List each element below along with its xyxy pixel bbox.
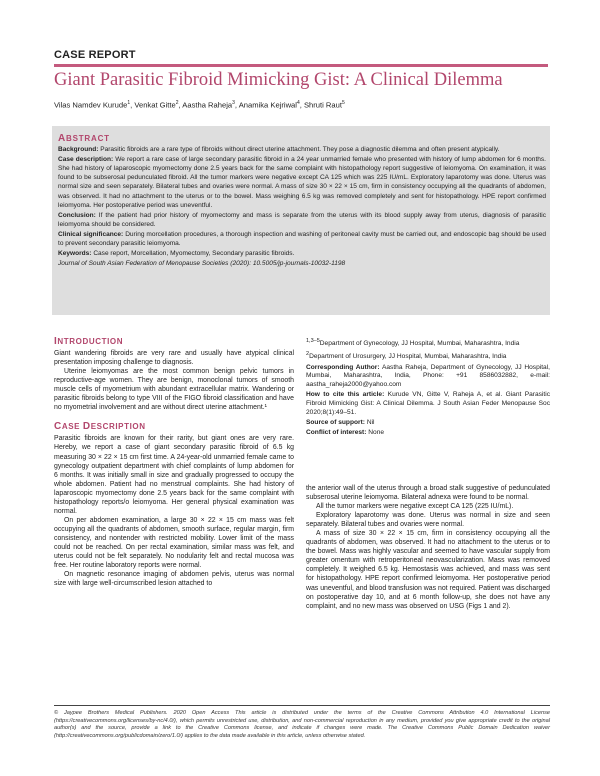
abstract-case: Case description: We report a rare case of large secondary parasitic fibroid in a 24 year unmarried female who presented with history of lump abdomen for 6 months. She had history of laparoscopic myomectomy done 2.5 years back for the same complaint with histopathology report suggestive of leiomyoma. On examination, it was found to be subserosal pedunculated fibroid. All the tumor markers were negative except CA 125 which was 225 IU/mL. Exploratory laparotomy was done. Uterus was normal size and seen separately. Bilateral tubes and ovaries were normal. A mass of size 30 × 22 × 15 cm, firm in consistency occupying all the quadrants of abdomen, was observed. It had no attachment to the uterus or to the bowel. Mass weighing 6.5 kg was removed completely and sent for histopathology. HPE report confirmed leiomyoma. Her postoperative period was uneventful. <box>58 156 546 209</box>
author-name[interactable]: Vilas Namdev Kurude <box>54 100 128 110</box>
footer-divider <box>54 705 550 706</box>
affiliation-1: $^{1,3-5}$Department of Gynecology, JJ Hospital, Mumbai, Maharashtra, India <box>306 338 520 348</box>
author-list: Vilas Namdev Kurude$^1$, Venkat Gitte$^2$, Aastha Raheja$^3$, Anamika Kejriwal$^4$, Shruti Raut$^5$ <box>54 100 345 110</box>
author-name[interactable]: Anamika Kejriwal <box>238 100 297 110</box>
author-sup: 5 <box>341 100 345 106</box>
case-paragraph: On per abdomen examination, a large 30 × 22 × 15 cm mass was felt occupying all the quadrants of abdomen, smooth surface, regular margin, firm consistency, and nontender with restricted mobility. Lower limit of the mass could not be reached. On per rectal examination, similar mass was felt, and uterus could not be felt separately. No nodularity felt and rectal mucosa was free. Her routine laboratory reports were normal. <box>54 516 294 570</box>
author-sup: 4 <box>296 100 300 106</box>
case-paragraph: Parasitic fibroids are known for their rarity, but giant ones are very rare. Hereby, we report a case of giant secondary parasitic fibroid of 6.5 kg measuring 30 × 22 × 15 cm first time. A 24-year-old unmarried female came to gynecology outpatient department with chief complaints of lump abdomen for 6 months. It was initially small in size and gradually progressed to occupy the whole abdomen. Patient had no menstrual complaints. She had history of laparoscopic myomectomy done 2.5 years back for the same complaint with histopathology reports/o leiomyoma. Her general physical examination was normal. <box>54 435 294 515</box>
right-column-body <box>306 484 550 611</box>
author-sup: 3 <box>232 100 235 106</box>
source-of-support: Source of support: Nil <box>306 419 375 426</box>
case-paragraph: A mass of size 30 × 22 × 15 cm, firm in consistency occupying all the quadrants of abdomen, was observed. It had no attachment to the uterus or to the bowel. Mass was highly vascular and seemed to have vascular supply from greater omentum with retroperitoneal neovascularization. Mass was removed completely. It weighed 6.5 kg. Hemostasis was achieved, and mass was sent for histopathology. HPE report confirmed leiomyoma. Her postoperative period was uneventful, and blood transfusion was not required. Patient was discharged on postoperative day 10, and at 6 month follow-up, she does not have any complaint, and no new mass was observed on USG (Figs 1 and 2). <box>306 530 550 610</box>
author-sup: 2 <box>175 100 179 106</box>
case-paragraph: the anterior wall of the uterus through a broad stalk suggestive of pedunculated subserosal uterine leiomyoma. Bilateral adnexa were found to be normal. <box>306 485 550 502</box>
affiliation-2: $^2$Department of Urosurgery, JJ Hospital, Mumbai, Maharashtra, India <box>306 351 507 361</box>
corresponding-author: Corresponding Author: Aastha Raheja, Department of Gynecology, JJ Hospital, Mumbai, Maharashtra, India, Phone: +91 8586032882, e-mail: aastha_raheja2000@yahoo.com <box>306 363 551 389</box>
author-sup: 1 <box>127 100 131 106</box>
abstract-significance: Clinical significance: During morcellation procedures, a thorough inspection and washing of peritoneal cavity must be carried out, and endoscopic bag should be used to prevent secondary parasitic leiomyoma. <box>58 230 547 248</box>
case-paragraph: On magnetic resonance imaging of abdomen pelvis, uterus was normal size with large well-circumscribed lesion attached to <box>54 571 294 588</box>
abstract-conclusion: Conclusion: If the patient had prior history of myomectomy and mass is separate from the uterus with its blood supply away from uterus, diagnosis of parasitic leiomyoma should be considered. <box>58 211 547 228</box>
author-name[interactable]: Shruti Raut <box>303 100 342 110</box>
introduction-paragraph: Uterine leiomyomas are the most common benign pelvic tumors in reproductive-age women. They are benign, monoclonal tumors of smooth muscle cells of myometrium with abundant extracellular matrix. Wandering or parasitic fibroids belong to type VIII of the FIGO fibroid classification and have no myometrial involvement and are without direct uterine attachment.¹ <box>54 368 294 412</box>
journal-citation[interactable]: Journal of South Asian Federation of Menopause Societies (2020): 10.5005/jp-journals-10032-1198 <box>58 260 346 268</box>
section-tag: CASE REPORT <box>54 49 136 61</box>
case-paragraph: Exploratory laparotomy was done. Uterus was normal in size and seen separately. Bilateral tubes and ovaries were normal. <box>306 512 550 529</box>
author-name[interactable]: Venkat Gitte <box>134 100 176 110</box>
article-title: Giant Parasitic Fibroid Mimicking Gist: A Clinical Dilemma <box>54 70 503 90</box>
abstract-box <box>52 126 550 315</box>
case-paragraph: All the tumor markers were negative except CA 125 (225 IU/mL). <box>316 503 514 511</box>
author-name[interactable]: Aastha Raheja <box>182 100 233 110</box>
abstract-background: Background: Parasitic fibroids are a rare type of fibroids without direct uterine attachment. They pose a diagnostic dilemma and often present atypically. <box>58 146 500 154</box>
how-to-cite: How to cite this article: Kurude VN, Gitte V, Raheja A, et al. Giant Parasitic Fibroid Mimicking Gist: A Clinical Dilemma. J South Asian Feder Menopause Soc 2020;8(1):49–51. <box>306 391 550 416</box>
introduction-paragraph: Giant wandering fibroids are very rare and usually have atypical clinical presentation imposing challenge to diagnosis. <box>54 350 294 367</box>
abstract-keywords: Keywords: Case report, Morcellation, Myomectomy, Secondary parasitic fibroids. <box>58 250 295 258</box>
header-divider <box>54 64 548 67</box>
introduction-heading: INTRODUCTION <box>54 336 124 347</box>
abstract-heading: ABSTRACT <box>58 133 110 144</box>
affiliations <box>306 337 550 439</box>
conflict-of-interest: Conflict of interest: None <box>306 429 385 437</box>
left-column <box>54 337 294 588</box>
case-description-heading: CASE DESCRIPTION <box>54 421 146 433</box>
license-footer: © Jaypee Brothers Medical Publishers. 2020 Open Access This article is distributed under the terms of the Creative Commons Attribution 4.0 International License (https://creativecommons.org/licenses/by-nc/4.0/), which permits unrestricted use, distribution, and non-commercial reproduction in any medium, provided you give appropriate credit to the original author(s) and the source, provide a link to the Creative Commons license, and indicate if changes were made. The Creative Commons Public Domain Dedication waiver (http://creativecommons.org/publicdomain/zero/1.0/) applies to the data made available in this article, unless otherwise stated. <box>54 710 550 740</box>
